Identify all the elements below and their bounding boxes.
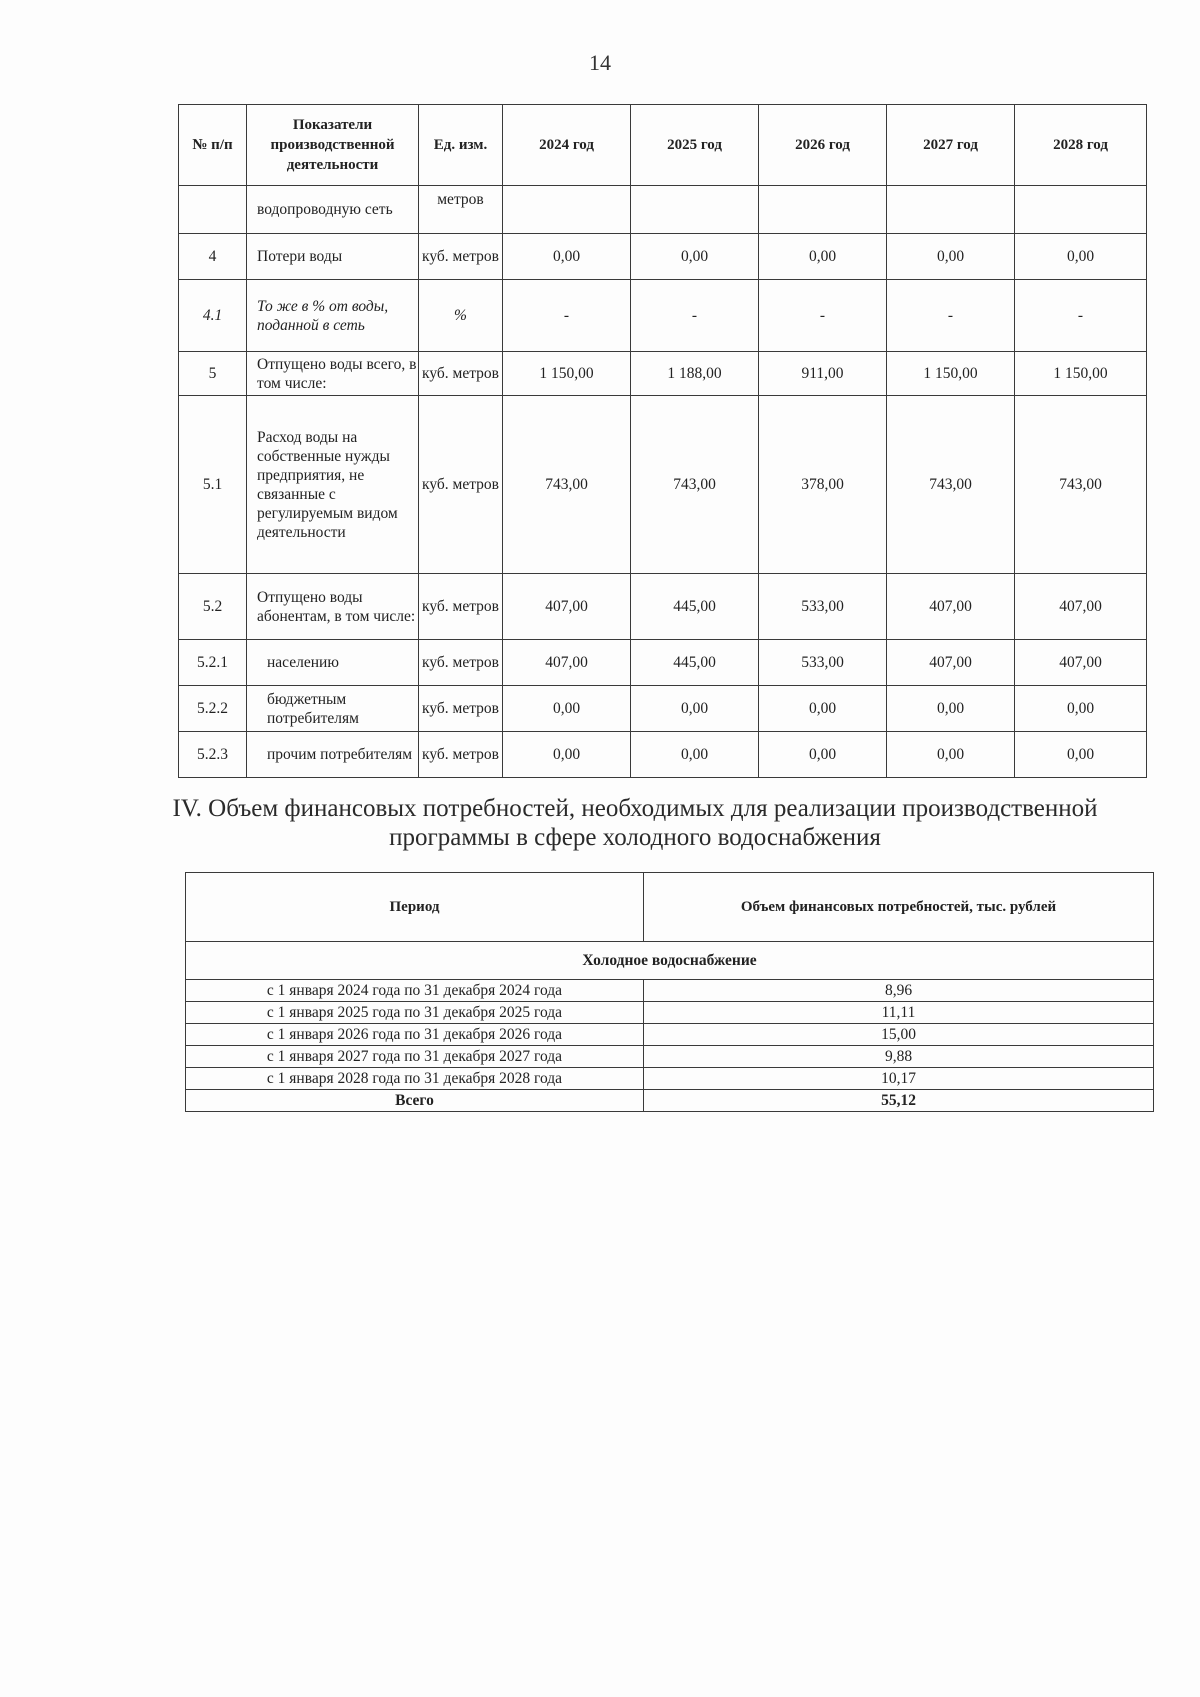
value-2025: 0,00	[631, 234, 759, 280]
table-row	[186, 1002, 1154, 1024]
value-2026: 533,00	[759, 640, 887, 686]
value-2024: 0,00	[503, 732, 631, 778]
row-number: 5.2.2	[179, 686, 247, 732]
value-2026: 0,00	[759, 686, 887, 732]
production-indicators-table	[178, 104, 1147, 778]
value-2027: 743,00	[887, 396, 1015, 574]
row-number: 5.2.3	[179, 732, 247, 778]
row-number: 5.2.1	[179, 640, 247, 686]
value-2025: 0,00	[631, 732, 759, 778]
total-row	[186, 1090, 1154, 1112]
value-2024: 407,00	[503, 574, 631, 640]
indicator-name: прочим потребителям	[247, 732, 419, 778]
value-2025: 445,00	[631, 574, 759, 640]
value-2026: -	[759, 280, 887, 352]
table-row	[179, 732, 1147, 778]
table-row	[179, 686, 1147, 732]
header-cell: 2024 год	[503, 105, 631, 186]
value-2027: -	[887, 280, 1015, 352]
header-cell: Объем финансовых потребностей, тыс. рублей	[644, 873, 1154, 942]
header-cell: Показатели производственной деятельности	[247, 105, 419, 186]
value-2027	[887, 186, 1015, 234]
period-cell: с 1 января 2028 года по 31 декабря 2028 года	[186, 1068, 644, 1090]
table-row	[186, 1046, 1154, 1068]
indicator-name: Отпущено воды абонентам, в том числе:	[247, 574, 419, 640]
header-cell: № п/п	[179, 105, 247, 186]
indicator-name: Отпущено воды всего, в том числе:	[247, 352, 419, 396]
value-2026: 0,00	[759, 234, 887, 280]
value-2026: 911,00	[759, 352, 887, 396]
value-2027: 0,00	[887, 686, 1015, 732]
value-2028: 743,00	[1015, 396, 1147, 574]
value-2024: -	[503, 280, 631, 352]
value-2028: 1 150,00	[1015, 352, 1147, 396]
value-2025	[631, 186, 759, 234]
unit: %	[419, 280, 503, 352]
section-label: Холодное водоснабжение	[186, 942, 1154, 980]
table-row	[186, 980, 1154, 1002]
value-2027: 407,00	[887, 640, 1015, 686]
value-2027: 407,00	[887, 574, 1015, 640]
value-2024	[503, 186, 631, 234]
indicator-name: Расход воды на собственные нужды предприятия, не связанные с регулируемым видом деятельности	[247, 396, 419, 574]
period-cell: с 1 января 2026 года по 31 декабря 2026 года	[186, 1024, 644, 1046]
header-cell: Период	[186, 873, 644, 942]
amount-cell: 9,88	[644, 1046, 1154, 1068]
value-2027: 0,00	[887, 732, 1015, 778]
table-row	[179, 186, 1147, 234]
section-title: IV. Объем финансовых потребностей, необходимых для реализации производственной программы в сфере холодного водоснабжения	[172, 795, 1098, 851]
header-cell: 2027 год	[887, 105, 1015, 186]
value-2027: 0,00	[887, 234, 1015, 280]
value-2025: 445,00	[631, 640, 759, 686]
unit: куб. метров	[419, 732, 503, 778]
value-2024: 0,00	[503, 686, 631, 732]
value-2024: 1 150,00	[503, 352, 631, 396]
unit: куб. метров	[419, 396, 503, 574]
value-2026	[759, 186, 887, 234]
period-cell: с 1 января 2024 года по 31 декабря 2024 года	[186, 980, 644, 1002]
page-number: 14	[589, 50, 611, 75]
row-number: 4	[179, 234, 247, 280]
indicator-name: Потери воды	[247, 234, 419, 280]
table-header-row	[186, 873, 1154, 942]
total-label: Всего	[186, 1090, 644, 1112]
total-value: 55,12	[644, 1090, 1154, 1112]
unit: метров	[419, 186, 503, 234]
value-2028: 0,00	[1015, 686, 1147, 732]
value-2028: 407,00	[1015, 574, 1147, 640]
row-number: 5.1	[179, 396, 247, 574]
financial-needs-table	[185, 872, 1154, 1112]
table-header-row	[179, 105, 1147, 186]
value-2025: 743,00	[631, 396, 759, 574]
period-cell: с 1 января 2025 года по 31 декабря 2025 года	[186, 1002, 644, 1024]
value-2026: 378,00	[759, 396, 887, 574]
indicator-name: То же в % от воды, поданной в сеть	[247, 280, 419, 352]
table-row	[179, 234, 1147, 280]
value-2028	[1015, 186, 1147, 234]
row-number: 5	[179, 352, 247, 396]
unit: куб. метров	[419, 640, 503, 686]
value-2024: 743,00	[503, 396, 631, 574]
table-row	[179, 280, 1147, 352]
value-2025: -	[631, 280, 759, 352]
value-2025: 0,00	[631, 686, 759, 732]
header-cell: Ед. изм.	[419, 105, 503, 186]
amount-cell: 11,11	[644, 1002, 1154, 1024]
unit: куб. метров	[419, 234, 503, 280]
value-2024: 0,00	[503, 234, 631, 280]
unit: куб. метров	[419, 352, 503, 396]
indicator-name: населению	[247, 640, 419, 686]
value-2028: 0,00	[1015, 732, 1147, 778]
header-cell: 2028 год	[1015, 105, 1147, 186]
table-row	[186, 1024, 1154, 1046]
row-number: 4.1	[179, 280, 247, 352]
section-row	[186, 942, 1154, 980]
value-2027: 1 150,00	[887, 352, 1015, 396]
row-number: 5.2	[179, 574, 247, 640]
unit: куб. метров	[419, 574, 503, 640]
period-cell: с 1 января 2027 года по 31 декабря 2027 года	[186, 1046, 644, 1068]
unit: куб. метров	[419, 686, 503, 732]
amount-cell: 10,17	[644, 1068, 1154, 1090]
indicator-name: бюджетным потребителям	[247, 686, 419, 732]
value-2026: 533,00	[759, 574, 887, 640]
table-row	[186, 1068, 1154, 1090]
table-row	[179, 396, 1147, 574]
table-row	[179, 574, 1147, 640]
amount-cell: 8,96	[644, 980, 1154, 1002]
header-cell: 2026 год	[759, 105, 887, 186]
table-row	[179, 352, 1147, 396]
value-2025: 1 188,00	[631, 352, 759, 396]
value-2028: 407,00	[1015, 640, 1147, 686]
indicator-name: водопроводную сеть	[247, 186, 419, 234]
value-2024: 407,00	[503, 640, 631, 686]
value-2028: -	[1015, 280, 1147, 352]
table-row	[179, 640, 1147, 686]
row-number	[179, 186, 247, 234]
amount-cell: 15,00	[644, 1024, 1154, 1046]
value-2028: 0,00	[1015, 234, 1147, 280]
header-cell: 2025 год	[631, 105, 759, 186]
value-2026: 0,00	[759, 732, 887, 778]
